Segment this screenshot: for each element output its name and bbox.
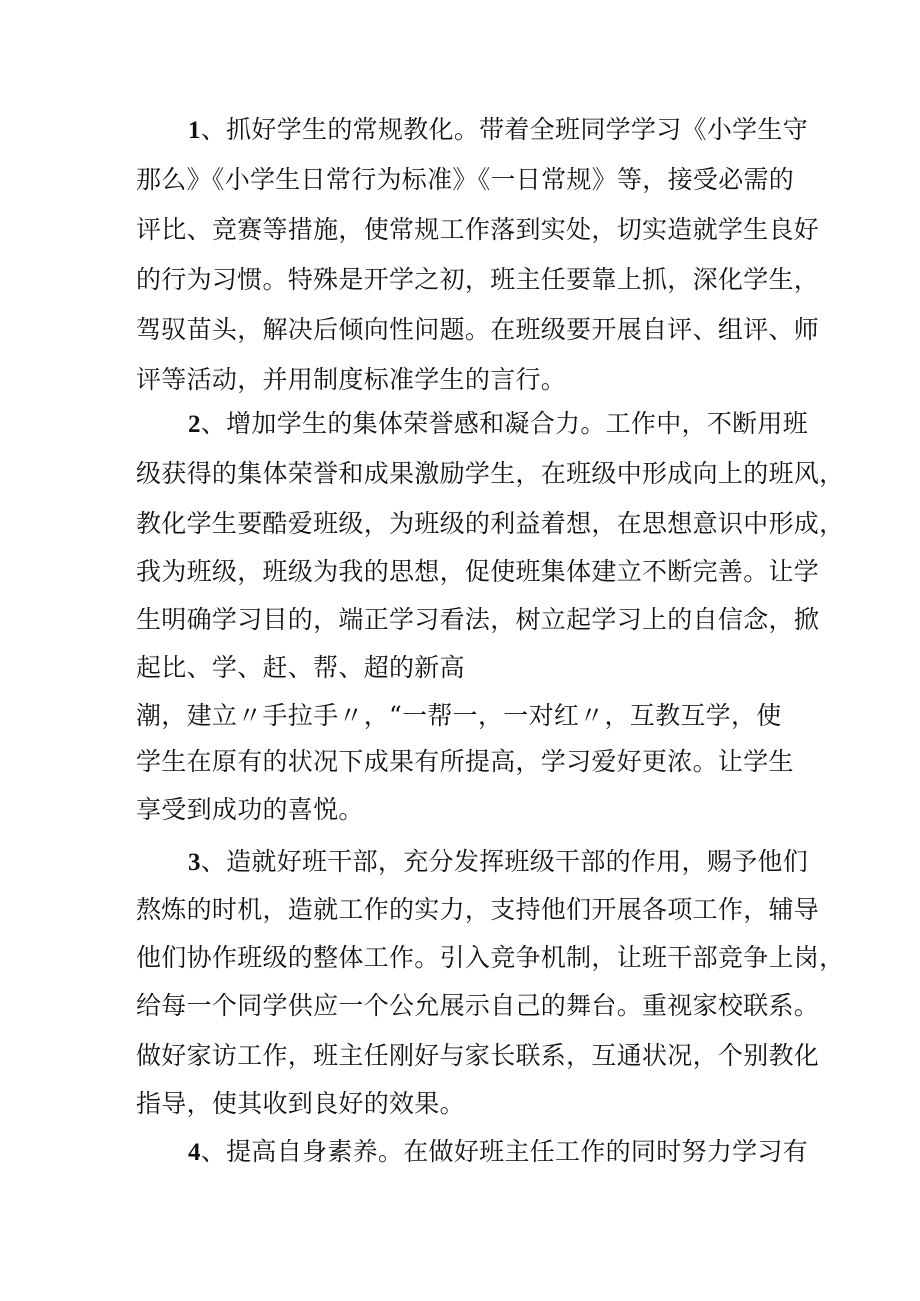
paragraph-2-line-3: 教化学生要酷爱班级，为班级的利益着想，在思想意识中形成， [136,509,845,538]
paragraph-1-line-6: 评等活动，并用制度标准学生的言行。 [136,365,567,394]
paragraph-number: 2 [188,411,201,438]
paragraph-3-line-3: 他们协作班级的整体工作。引入竞争机制，让班干部竞争上岗， [136,943,845,972]
paragraph-number: 3 [188,849,201,876]
paragraph-3-line-5: 做好家访工作，班主任刚好与家长联系，互通状况，个别教化 [136,1041,820,1070]
paragraph-2-line-6: 起比、学、赶、帮、超的新高 [136,653,465,682]
paragraph-1-line-5: 驾驭苗头，解决后倾向性问题。在班级要开展自评、组评、师 [136,315,820,344]
paragraph-2-line-5: 生明确学习目的，端正学习看法，树立起学习上的自信念，掀 [136,605,820,634]
paragraph-number: 4 [188,1139,201,1166]
paragraph-1-line-4: 的行为习惯。特殊是开学之初，班主任要靠上抓，深化学生， [136,265,820,294]
paragraph-1-line-3: 评比、竞赛等措施，使常规工作落到实处，切实造就学生良好 [136,215,820,244]
paragraph-number: 1 [188,117,201,144]
paragraph-1-line-1: 1、抓好学生的常规教化。带着全班同学学习《小学生守 [188,115,809,144]
paragraph-2-line-2: 级获得的集体荣誉和成果激励学生，在班级中形成向上的班风， [136,459,845,488]
paragraph-2-line-9: 享受到成功的喜悦。 [136,795,364,824]
paragraph-3-line-4: 给每一个同学供应一个公允展示自己的舞台。重视家校联系。 [136,991,820,1020]
paragraph-2-line-7: 潮，建立〃手拉手〃，“一帮一，一对红〃，互教互学，使 [136,701,782,730]
paragraph-4-line-1: 4、提高自身素养。在做好班主任工作的同时努力学习有 [188,1137,809,1166]
paragraph-3-line-6: 指导，使其收到良好的效果。 [136,1089,465,1118]
paragraph-2-line-8: 学生在原有的状况下成果有所提高，学习爱好更浓。让学生 [136,747,794,776]
paragraph-2-line-1: 2、增加学生的集体荣誉感和凝合力。工作中，不断用班 [188,409,809,438]
paragraph-1-line-2: 那么》《小学生日常行为标准》《一日常规》等，接受必需的 [136,165,795,194]
paragraph-3-line-1: 3、造就好班干部，充分发挥班级干部的作用，赐予他们 [188,847,809,876]
paragraph-3-line-2: 熬炼的时机，造就工作的实力，支持他们开展各项工作，辅导 [136,895,820,924]
paragraph-2-line-4: 我为班级，班级为我的思想，促使班集体建立不断完善。让学 [136,557,820,586]
